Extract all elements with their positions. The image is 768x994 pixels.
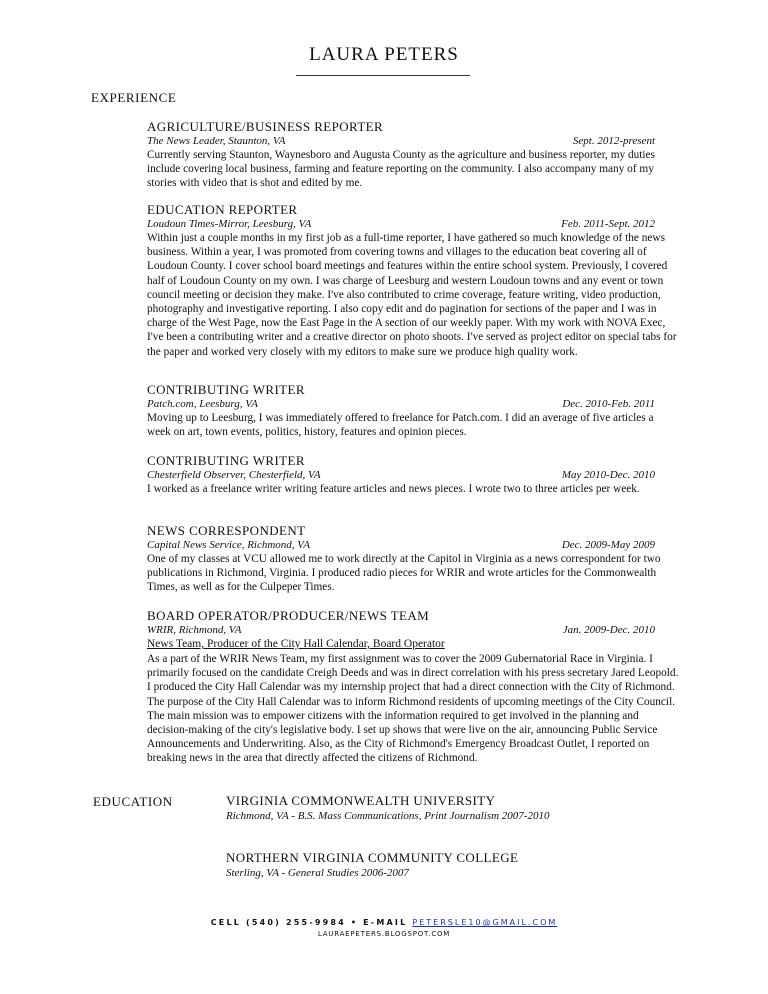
job-title: NEWS CORRESPONDENT	[147, 523, 306, 538]
school-name: NORTHERN VIRGINIA COMMUNITY COLLEGE	[226, 850, 519, 865]
blog-url[interactable]: LAURAEPETERS.BLOGSPOT.COM	[317, 930, 451, 938]
contact-line	[0, 918, 768, 927]
job-date: Dec. 2009-May 2009	[561, 539, 655, 551]
job-meta	[147, 217, 679, 231]
school-entry	[226, 793, 676, 823]
job-meta	[147, 397, 679, 411]
job-entry	[147, 523, 679, 595]
job-date: Feb. 2011-Sept. 2012	[561, 218, 655, 230]
job-org: Loudoun Times-Mirror, Leesburg, VA	[147, 218, 312, 230]
job-description: Moving up to Leesburg, I was immediately offered to freelance for Patch.com. I did an average of five articles a week on art, town events, politics, history, features and opinion pieces.	[147, 412, 654, 439]
school-entry	[226, 850, 676, 880]
job-description: I worked as a freelance writer writing feature articles and news pieces. I wrote two to three articles per week.	[147, 483, 640, 495]
job-description: As a part of the WRIR News Team, my first assignment was to cover the 2009 Gubernatorial Race in Virginia. I primarily focused on the candidate Creigh Deeds and was in direct correlation with his press secretary Jared Leopold. I produced the City Hall Calendar was my internship project that had a direct connection with the City of Richmond. The purpose of the City Hall Calendar was to inform Richmond residents of upcoming meetings of the City Council. The main mission was to empower citizens with the information required to get involved in the planning and decision-making of the city's legislative body. I set up shows that were live on the air, announcing Public Service Announcements and Underwriting. Also, as the City of Richmond's Emergency Broadcast Outlet, I reported on breaking news in the area that directly affected the citizens of Richmond.	[147, 653, 679, 765]
contact-phone: CELL (540) 255-9984 • E-MAIL	[210, 918, 408, 927]
job-date: Jan. 2009-Dec. 2010	[562, 624, 655, 636]
job-title: CONTRIBUTING WRITER	[147, 453, 305, 468]
job-entry	[147, 202, 679, 359]
job-org: Capital News Service, Richmond, VA	[147, 539, 310, 551]
school-detail: Richmond, VA - B.S. Mass Communications, Print Journalism 2007-2010	[226, 810, 550, 822]
job-title: BOARD OPERATOR/PRODUCER/NEWS TEAM	[147, 608, 430, 623]
job-date: Dec. 2010-Feb. 2011	[562, 398, 655, 410]
job-description: Within just a couple months in my first job as a full-time reporter, I have gathered so much knowledge of the news business. Within a year, I was promoted from covering towns and villages to the education beat covering all of Loudoun County. I cover school board meetings and features within the entire school system. Previously, I covered half of Loudoun County on my own. I was charge of Leesburg and western Loudoun towns and any event or town council meeting or decision they make. I've also contributed to crime coverage, feature writing, video production, photography and investigative reporting. I also copy edit and do pagination for sections of the paper and I was in charge of the West Page, now the East Page in the A section of our weekly paper. With my work with NOVA Exec, I've been a contributing writer and a creative director on photo shoots. I've served as project editor on special tabs for the paper and worked very closely with my editors to make sure we produce high quality work.	[147, 232, 677, 358]
job-date: May 2010-Dec. 2010	[561, 469, 655, 481]
job-title: CONTRIBUTING WRITER	[147, 382, 305, 397]
job-entry	[147, 608, 679, 766]
job-entry	[147, 119, 679, 191]
education-heading: EDUCATION	[93, 794, 173, 809]
school-name: VIRGINIA COMMONWEALTH UNIVERSITY	[226, 793, 496, 808]
resume-name: LAURA PETERS	[309, 44, 459, 65]
email-link[interactable]: PETERSLE10@GMAIL.COM	[412, 918, 558, 927]
job-org: Patch.com, Leesburg, VA	[147, 398, 258, 410]
job-description: One of my classes at VCU allowed me to work directly at the Capitol in Virginia as a news correspondent for two publications in Richmond, Virginia. I produced radio pieces for WRIR and wrote articles for the Commonwealth Times, as well as for the Culpeper Times.	[147, 553, 661, 594]
job-org: Chesterfield Observer, Chesterfield, VA	[147, 469, 321, 481]
school-detail: Sterling, VA - General Studies 2006-2007	[226, 867, 409, 879]
job-meta	[147, 538, 679, 552]
job-title: EDUCATION REPORTER	[147, 202, 298, 217]
job-description: Currently serving Staunton, Waynesboro and Augusta County as the agriculture and business reporter, my duties include covering local business, farming and feature reporting on the community. I also accompany many of my stories with video that is shot and edited by me.	[147, 149, 655, 190]
experience-heading: EXPERIENCE	[91, 90, 177, 105]
job-meta	[147, 623, 679, 637]
job-title: AGRICULTURE/BUSINESS REPORTER	[147, 119, 384, 134]
job-meta	[147, 468, 679, 482]
job-subtitle: News Team, Producer of the City Hall Calendar, Board Operator	[147, 638, 445, 650]
job-date: Sept. 2012-present	[572, 135, 655, 147]
job-meta	[147, 134, 679, 148]
name-divider	[296, 75, 470, 76]
job-entry	[147, 453, 679, 496]
job-entry	[147, 382, 679, 439]
job-org: WRIR, Richmond, VA	[147, 624, 242, 636]
job-org: The News Leader, Staunton, VA	[147, 135, 286, 147]
